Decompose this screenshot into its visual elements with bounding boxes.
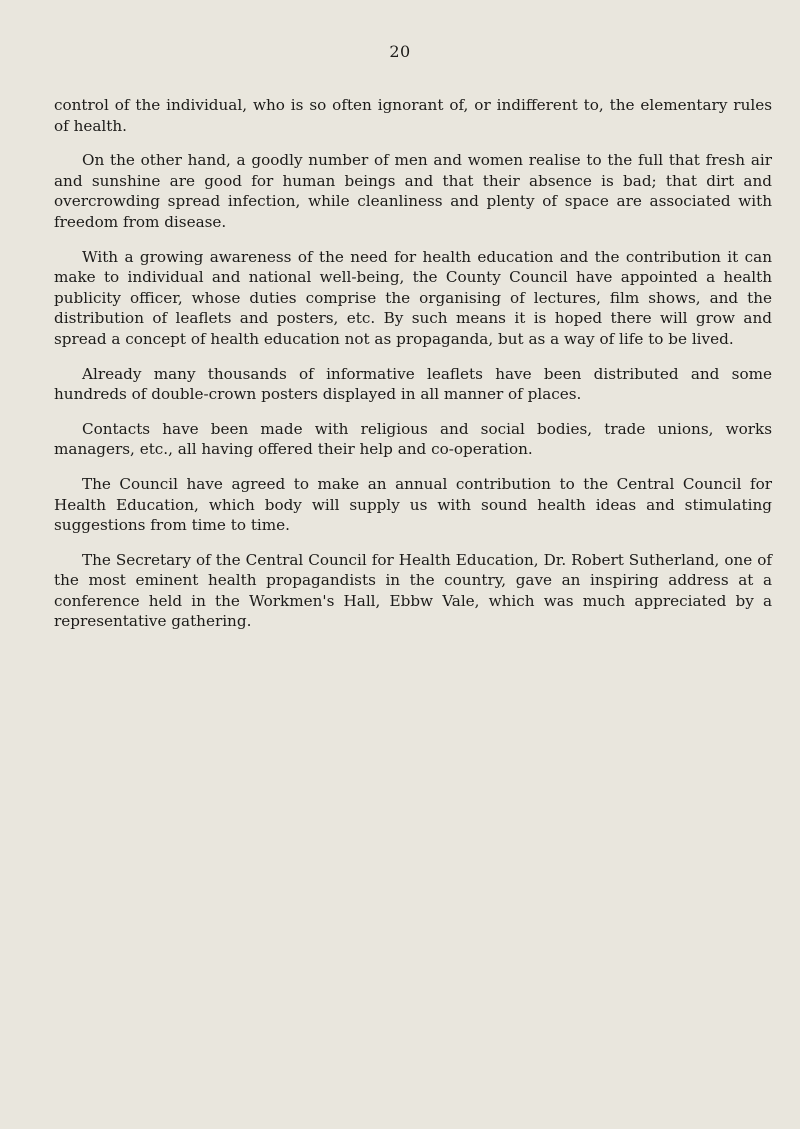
page-number: 20 xyxy=(389,42,411,61)
paragraph-3: With a growing awareness of the need for health education and the contribution it can make to individual and national well-being, the County Council have appointed a health publicity officer, whose duties comprise the organising of lectures, film shows, and the distribution of leaflets and posters, etc. By such means it is hoped there will grow and spread a concept of health education not as propaganda, but as a way of life to be lived. xyxy=(54,247,772,348)
paragraph-4: Already many thousands of informative leaflets have been distributed and some hundreds of double-crown posters displayed in all manner of places. xyxy=(54,364,772,404)
paragraph-6: The Council have agreed to make an annual contribution to the Central Council for Health Education, which body will supply us with sound health ideas and stimulating suggestions from time to time. xyxy=(54,474,772,535)
paragraph-2: On the other hand, a goodly number of men and women realise to the full that fresh air and sunshine are good for human beings and that their absence is bad; that dirt and overcrowding spread infection, while cleanliness and plenty of space are associated with freedom from disease. xyxy=(54,151,772,231)
paragraph-7: The Secretary of the Central Council for Health Education, Dr. Robert Sutherland, one of the most eminent health propagandists in the country, gave an inspiring address at a conference held in the Workmen's Hall, Ebbw Vale, which was much appreciated by a representative gathering. xyxy=(54,550,772,631)
paragraph-1: control of the individual, who is so often ignorant of, or indifferent to, the elementary rules of health. xyxy=(54,96,772,135)
paragraph-5: Contacts have been made with religious and social bodies, trade unions, works managers, etc., all having offered their help and co-operation. xyxy=(54,419,772,459)
body-text xyxy=(54,95,772,646)
